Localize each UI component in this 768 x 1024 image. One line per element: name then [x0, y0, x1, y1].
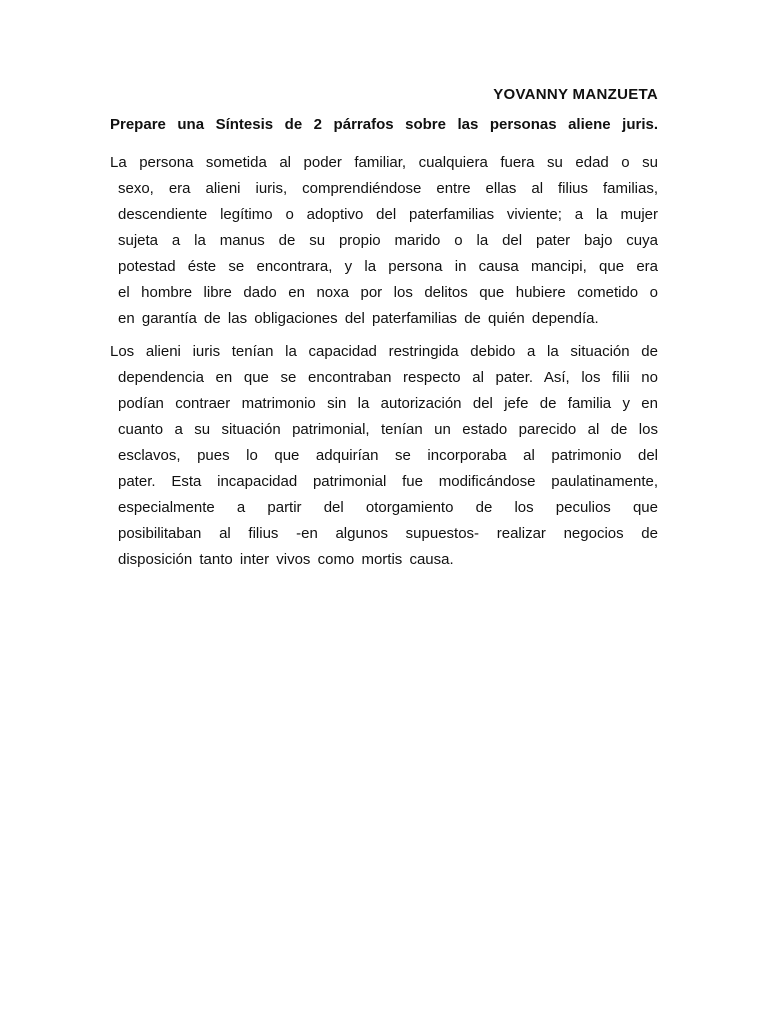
paragraph-line: potestad éste se encontrara, y la persona in causa mancipi, que era: [118, 258, 658, 275]
paragraph-line: sexo, era alieni iuris, comprendiéndose entre ellas al filius familias,: [118, 180, 658, 197]
paragraph-line: dependencia en que se encontraban respecto al pater. Así, los filii no: [118, 369, 658, 386]
paragraph-line: Los alieni iuris tenían la capacidad restringida debido a la situación de: [110, 343, 658, 360]
paragraph-line: sujeta a la manus de su propio marido o la del pater bajo cuya: [118, 232, 658, 249]
paragraph-2: [110, 339, 658, 573]
paragraph-line: disposición tanto inter vivos como mortis causa.: [118, 551, 454, 568]
paragraph-1: [110, 150, 658, 332]
paragraph-line: podían contraer matrimonio sin la autorización del jefe de familia y en: [118, 395, 658, 412]
paragraph-line: pater. Esta incapacidad patrimonial fue modificándose paulatinamente,: [118, 473, 658, 490]
paragraph-line: especialmente a partir del otorgamiento de los peculios que: [118, 499, 658, 516]
paragraph-line: descendiente legítimo o adoptivo del paterfamilias viviente; a la mujer: [118, 206, 658, 223]
paragraph-line: esclavos, pues lo que adquirían se incorporaba al patrimonio del: [118, 447, 658, 464]
paragraph-line: el hombre libre dado en noxa por los delitos que hubiere cometido o: [118, 284, 658, 301]
paragraph-line: posibilitaban al filius -en algunos supuestos- realizar negocios de: [118, 525, 658, 542]
paragraph-line: La persona sometida al poder familiar, cualquiera fuera su edad o su: [110, 154, 658, 171]
paragraph-line: cuanto a su situación patrimonial, tenían un estado parecido al de los: [118, 421, 658, 438]
paragraph-line: en garantía de las obligaciones del paterfamilias de quién dependía.: [118, 310, 599, 327]
author-name: YOVANNY MANZUETA: [493, 86, 658, 103]
assignment-prompt: Prepare una Síntesis de 2 párrafos sobre las personas aliene juris.: [110, 116, 658, 133]
